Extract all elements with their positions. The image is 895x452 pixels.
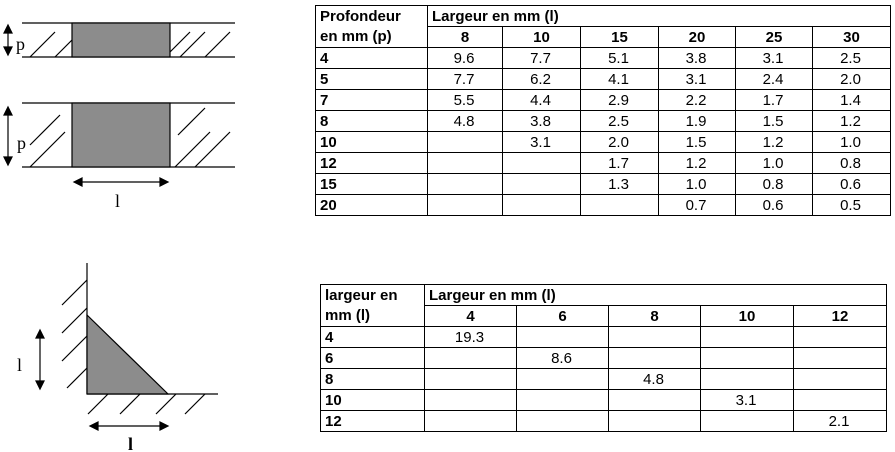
rect-table-cell: 2.9 <box>581 90 659 111</box>
rect-table-row <box>316 90 891 111</box>
rect-table-cell: 3.1 <box>659 69 736 90</box>
triangle-table-column-header: 12 <box>794 306 887 327</box>
rect-table-cell <box>428 195 503 216</box>
rect-table-cell <box>428 153 503 174</box>
rect-table-cell: 0.8 <box>813 153 891 174</box>
triangle-table-cell <box>517 327 609 348</box>
rect-table-column-header: 30 <box>813 27 891 48</box>
rect-table-cell <box>503 195 581 216</box>
triangle-table-column-header: 10 <box>701 306 794 327</box>
triangle-table-cell: 2.1 <box>794 411 887 432</box>
triangle-table-row-label: 6 <box>321 348 425 369</box>
triangle-table-cell <box>425 390 517 411</box>
rect-table-cell: 0.8 <box>736 174 813 195</box>
rect-table-cell: 0.7 <box>659 195 736 216</box>
triangle-table-cell <box>609 411 701 432</box>
rect-table-header-row <box>316 6 891 27</box>
rect-table-row <box>316 111 891 132</box>
depth-label-large: p <box>17 133 26 153</box>
rect-table-cell <box>503 174 581 195</box>
rect-table-cell: 3.1 <box>503 132 581 153</box>
width-label-large: l <box>115 191 121 211</box>
rect-table-row-label: 4 <box>316 48 428 69</box>
rect-table-row-label: 12 <box>316 153 428 174</box>
rect-table-cell: 3.1 <box>736 48 813 69</box>
rect-table-column-header: 20 <box>659 27 736 48</box>
rect-table-row <box>316 153 891 174</box>
triangle-table-row <box>321 411 887 432</box>
triangle-table-cell <box>701 327 794 348</box>
triangle-table-row <box>321 390 887 411</box>
rect-table-cell: 7.7 <box>428 69 503 90</box>
triangle-table-row-label: 10 <box>321 390 425 411</box>
triangle-table-cell: 3.1 <box>701 390 794 411</box>
triangle-table-cell <box>517 411 609 432</box>
triangle-table-cell <box>609 348 701 369</box>
rect-table-cell: 1.2 <box>736 132 813 153</box>
rect-table-cell: 1.5 <box>659 132 736 153</box>
width-label-triangle: l <box>128 434 134 452</box>
rect-table-cell: 1.2 <box>659 153 736 174</box>
triangle-table-column-header-row <box>321 306 887 327</box>
rect-table-cell: 0.6 <box>736 195 813 216</box>
rect-table-cell: 5.5 <box>428 90 503 111</box>
triangle-table-cell <box>701 348 794 369</box>
rect-table-column-header: 10 <box>503 27 581 48</box>
triangle-table-cell <box>609 390 701 411</box>
rect-table-cell: 2.5 <box>813 48 891 69</box>
rect-table-cell: 1.7 <box>736 90 813 111</box>
triangle-table-row-label: 4 <box>321 327 425 348</box>
rect-table-column-header: 15 <box>581 27 659 48</box>
rect-table-group-header: Largeur en mm (l) <box>428 6 891 27</box>
rect-table-cell: 2.0 <box>581 132 659 153</box>
triangle-table-cell <box>425 369 517 390</box>
triangle-table-cell <box>794 348 887 369</box>
rect-table-cell: 9.6 <box>428 48 503 69</box>
depth-label-small: p <box>16 34 25 54</box>
rect-groove-table <box>315 5 891 216</box>
rect-table-cell: 2.4 <box>736 69 813 90</box>
triangle-table-group-header: Largeur en mm (l) <box>425 285 887 306</box>
rect-table-cell: 1.5 <box>736 111 813 132</box>
triangle-table-column-header: 4 <box>425 306 517 327</box>
triangle-groove-diagram <box>0 258 240 452</box>
rect-table-cell: 5.1 <box>581 48 659 69</box>
triangle-table-column-header: 6 <box>517 306 609 327</box>
rect-groove-small-diagram <box>0 5 240 65</box>
rect-table-cell: 4.4 <box>503 90 581 111</box>
triangle-table-cell <box>794 369 887 390</box>
triangle-table-cell <box>794 390 887 411</box>
rect-table-row-label: 7 <box>316 90 428 111</box>
triangle-table-cell <box>425 411 517 432</box>
rect-table-row-header-line1: Profondeur <box>316 6 428 27</box>
rect-table-cell <box>428 132 503 153</box>
triangle-table-cell: 19.3 <box>425 327 517 348</box>
triangle-table-row <box>321 369 887 390</box>
rect-table-row-label: 20 <box>316 195 428 216</box>
rect-table-cell: 4.1 <box>581 69 659 90</box>
triangle-table-cell <box>609 327 701 348</box>
triangle-table-row-header-line2: mm (l) <box>321 306 425 327</box>
rect-table-row <box>316 48 891 69</box>
triangle-table-cell <box>517 390 609 411</box>
rect-table-cell: 7.7 <box>503 48 581 69</box>
rect-table-cell: 1.9 <box>659 111 736 132</box>
triangle-table-cell <box>425 348 517 369</box>
rect-table-cell: 1.2 <box>813 111 891 132</box>
rect-table-cell <box>428 174 503 195</box>
triangle-table-header-row <box>321 285 887 306</box>
rect-table-cell: 4.8 <box>428 111 503 132</box>
triangle-table-row <box>321 348 887 369</box>
triangle-table-cell <box>517 369 609 390</box>
rect-table-row-label: 5 <box>316 69 428 90</box>
rect-table-row-header-line2: en mm (p) <box>316 27 428 48</box>
triangle-table-column-header: 8 <box>609 306 701 327</box>
triangle-groove-table-body <box>321 285 887 432</box>
rect-table-cell: 2.2 <box>659 90 736 111</box>
rect-groove-large-diagram <box>0 95 240 215</box>
rect-table-row-label: 10 <box>316 132 428 153</box>
triangle-table-row-label: 12 <box>321 411 425 432</box>
rect-table-column-header-row <box>316 27 891 48</box>
triangle-table-row-label: 8 <box>321 369 425 390</box>
rect-table-cell: 1.0 <box>736 153 813 174</box>
rect-table-row-label: 15 <box>316 174 428 195</box>
rect-table-row <box>316 195 891 216</box>
rect-table-column-header: 25 <box>736 27 813 48</box>
rect-table-cell: 1.0 <box>813 132 891 153</box>
rect-table-cell: 1.3 <box>581 174 659 195</box>
triangle-table-cell: 8.6 <box>517 348 609 369</box>
rect-table-cell <box>503 153 581 174</box>
triangle-table-row-header-line1: largeur en <box>321 285 425 306</box>
rect-table-cell: 1.4 <box>813 90 891 111</box>
triangle-table-cell: 4.8 <box>609 369 701 390</box>
rect-groove-table-body <box>316 6 891 216</box>
rect-table-row <box>316 69 891 90</box>
rect-table-column-header: 8 <box>428 27 503 48</box>
triangle-groove-table <box>320 284 887 432</box>
rect-table-row <box>316 132 891 153</box>
height-label-triangle: l <box>17 355 23 375</box>
rect-table-cell: 1.0 <box>659 174 736 195</box>
rect-table-cell: 0.6 <box>813 174 891 195</box>
rect-table-cell: 0.5 <box>813 195 891 216</box>
triangle-table-cell <box>794 327 887 348</box>
triangle-table-cell <box>701 411 794 432</box>
rect-table-cell: 1.7 <box>581 153 659 174</box>
rect-table-row-label: 8 <box>316 111 428 132</box>
rect-table-cell: 6.2 <box>503 69 581 90</box>
rect-table-cell: 2.5 <box>581 111 659 132</box>
rect-table-cell: 2.0 <box>813 69 891 90</box>
rect-table-cell: 3.8 <box>659 48 736 69</box>
rect-table-cell: 3.8 <box>503 111 581 132</box>
triangle-table-cell <box>701 369 794 390</box>
rect-table-cell <box>581 195 659 216</box>
rect-table-row <box>316 174 891 195</box>
triangle-table-row <box>321 327 887 348</box>
